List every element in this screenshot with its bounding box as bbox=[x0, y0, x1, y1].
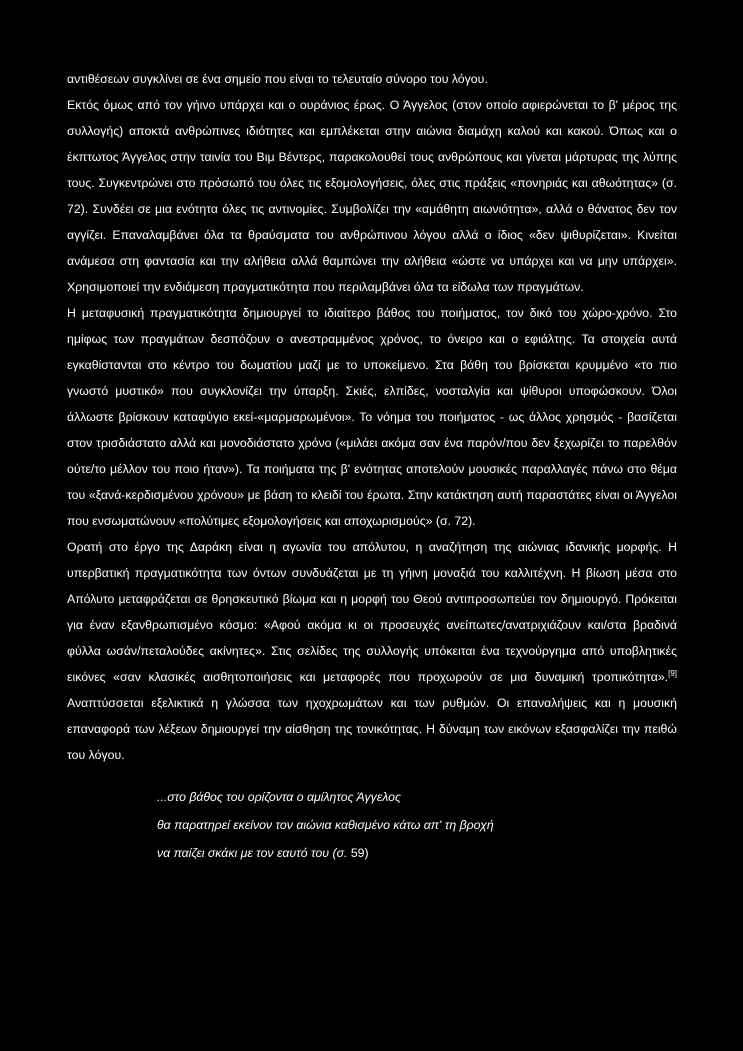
verse-quote bbox=[157, 783, 677, 867]
footnote-marker[interactable]: [9] bbox=[668, 669, 677, 678]
verse-line bbox=[157, 839, 677, 867]
paragraph-absolute-text-end: Αναπτύσσεται εξελικτικά η γλώσσα των ηχοχρωμάτων και των ρυθμών. Οι επαναλήψεις και η μουσική επαναφορά των λέξεων δημιουργεί την αίσθηση της τονικότητας. Η δύναμη των εικόνων εξασφαλίζει την πειθώ του λόγου. bbox=[67, 696, 677, 762]
verse-line: ...στο βάθος του ορίζοντα ο αμίλητος Άγγελος bbox=[157, 790, 401, 804]
verse-line-text: να παίζει σκάκι με τον εαυτό του (σ. bbox=[157, 846, 348, 860]
paragraph-continuation: αντιθέσεων συγκλίνει σε ένα σημείο που είναι το τελευταίο σύνορο του λόγου. bbox=[67, 72, 488, 86]
verse-page-reference: 59) bbox=[347, 846, 369, 860]
document-page bbox=[67, 66, 677, 867]
paragraph-metaphysical: Η μεταφυσική πραγματικότητα δημιουργεί το ιδιαίτερο βάθος του ποιήματος, τον δικό του χώρο-χρόνο. Στο ημίφως των πραγμάτων δεσπόζουν ο ανεστραμμένος χρόνος, το όνειρο και ο εφιάλτης. Τα στοιχεία αυτά εγκαθίστανται στο κέντρο του δωματίου μαζί με το υποκείμενο. Στα βάθη του βρίσκεται κρυμμένο «το πιο γνωστό μυστικό» που συγκλονίζει την ύπαρξη. Σκιές, ελπίδες, νοσταλγία και ψίθυροι υποφώσκουν. Όλοι άλλωστε βρίσκουν καταφύγιο εκεί-«μαρμαρωμένοι». Το νόημα του ποιήματος - ως άλλος χρησμός - βασίζεται στον τρισδιάστατο αλλά και μονοδιάστατο χρόνο («μιλάει ακόμα σαν ένα παρόν/που δεν ξεχωρίζει το παρελθόν ούτε/το μέλλον του ποιο ήταν»). Τα ποιήματα της β' ενότητας αποτελούν μουσικές παραλλαγές πάνω στο θέμα του «ξανά-κερδισμένου χρόνου» με βάση το κλειδί του έρωτα. Στην κατάκτηση αυτή παραστάτες είναι οι Άγγελοι που ενσωματώνουν «πολύτιμες εξομολογήσεις και αποχωρισμούς» (σ. 72). bbox=[67, 306, 677, 528]
paragraph-absolute-text: Ορατή στο έργο της Δαράκη είναι η αγωνία του απόλυτου, η αναζήτηση της αιώνιας ιδανικής μορφής. Η υπερβατική πραγματικότητα των όντων συνδυάζεται με τη γήινη μοναξιά του καλλιτέχνη. Η βίωση μέσα στο Απόλυτο μεταφράζεται σε θρησκευτικό βίωμα και η μορφή του Θεού αντιπροσωπεύει τον δημιουργό. Πρόκειται για έναν εξανθρωπισμένο κόσμο: «Αφού ακόμα κι οι προσευχές ανείπωτες/ανατριχιάζουν και/στα βραδινά φύλλα ωσάν/πεταλούδες ακίνητες». Στις σελίδες της συλλογής υπόκειται ένα τεχνούργημα από υποβλητικές εικόνες «σαν κλασικές αισθητοποιήσεις και μεταφορές που προχωρούν σε μια δυναμική τροπικότητα». bbox=[67, 540, 677, 684]
paragraph-absolute bbox=[67, 534, 677, 768]
paragraph-angel: Εκτός όμως από τον γήινο υπάρχει και ο ουράνιος έρως. Ο Άγγελος (στον οποίο αφιερώνεται το β' μέρος της συλλογής) αποκτά ανθρώπινες ιδιότητες και εμπλέκεται στην αιώνια διαμάχη καλού και κακού. Όπως και ο έκπτωτος Άγγελος στην ταινία του Βιμ Βέντερς, παρακολουθεί τους ανθρώπους και γίνεται μάρτυρας της λύπης τους. Συγκεντρώνει στο πρόσωπό του όλες τις εξομολογήσεις, όλες στις πράξεις «πονηριάς και αθωότητας» (σ. 72). Συνδέει σε μια ενότητα όλες τις αντινομίες. Συμβολίζει την «αμάθητη αιωνιότητα», αλλά ο θάνατος δεν τον αγγίζει. Επαναλαμβάνει όλα τα θραύσματα του ανθρώπινου λόγου αλλά ο ίδιος «δεν ψιθυρίζεται». Κινείται ανάμεσα στη φαντασία και την αλήθεια αλλά θαμπώνει την αλήθεια «ώστε να υπάρχει και να μην υπάρχει». Χρησιμοποιεί την ενδιάμεση πραγματικότητα που περιλαμβάνει όλα τα είδωλα των πραγμάτων. bbox=[67, 98, 677, 294]
verse-line: θα παρατηρεί εκείνον τον αιώνια καθισμένο κάτω απ' τη βροχή bbox=[157, 818, 494, 832]
